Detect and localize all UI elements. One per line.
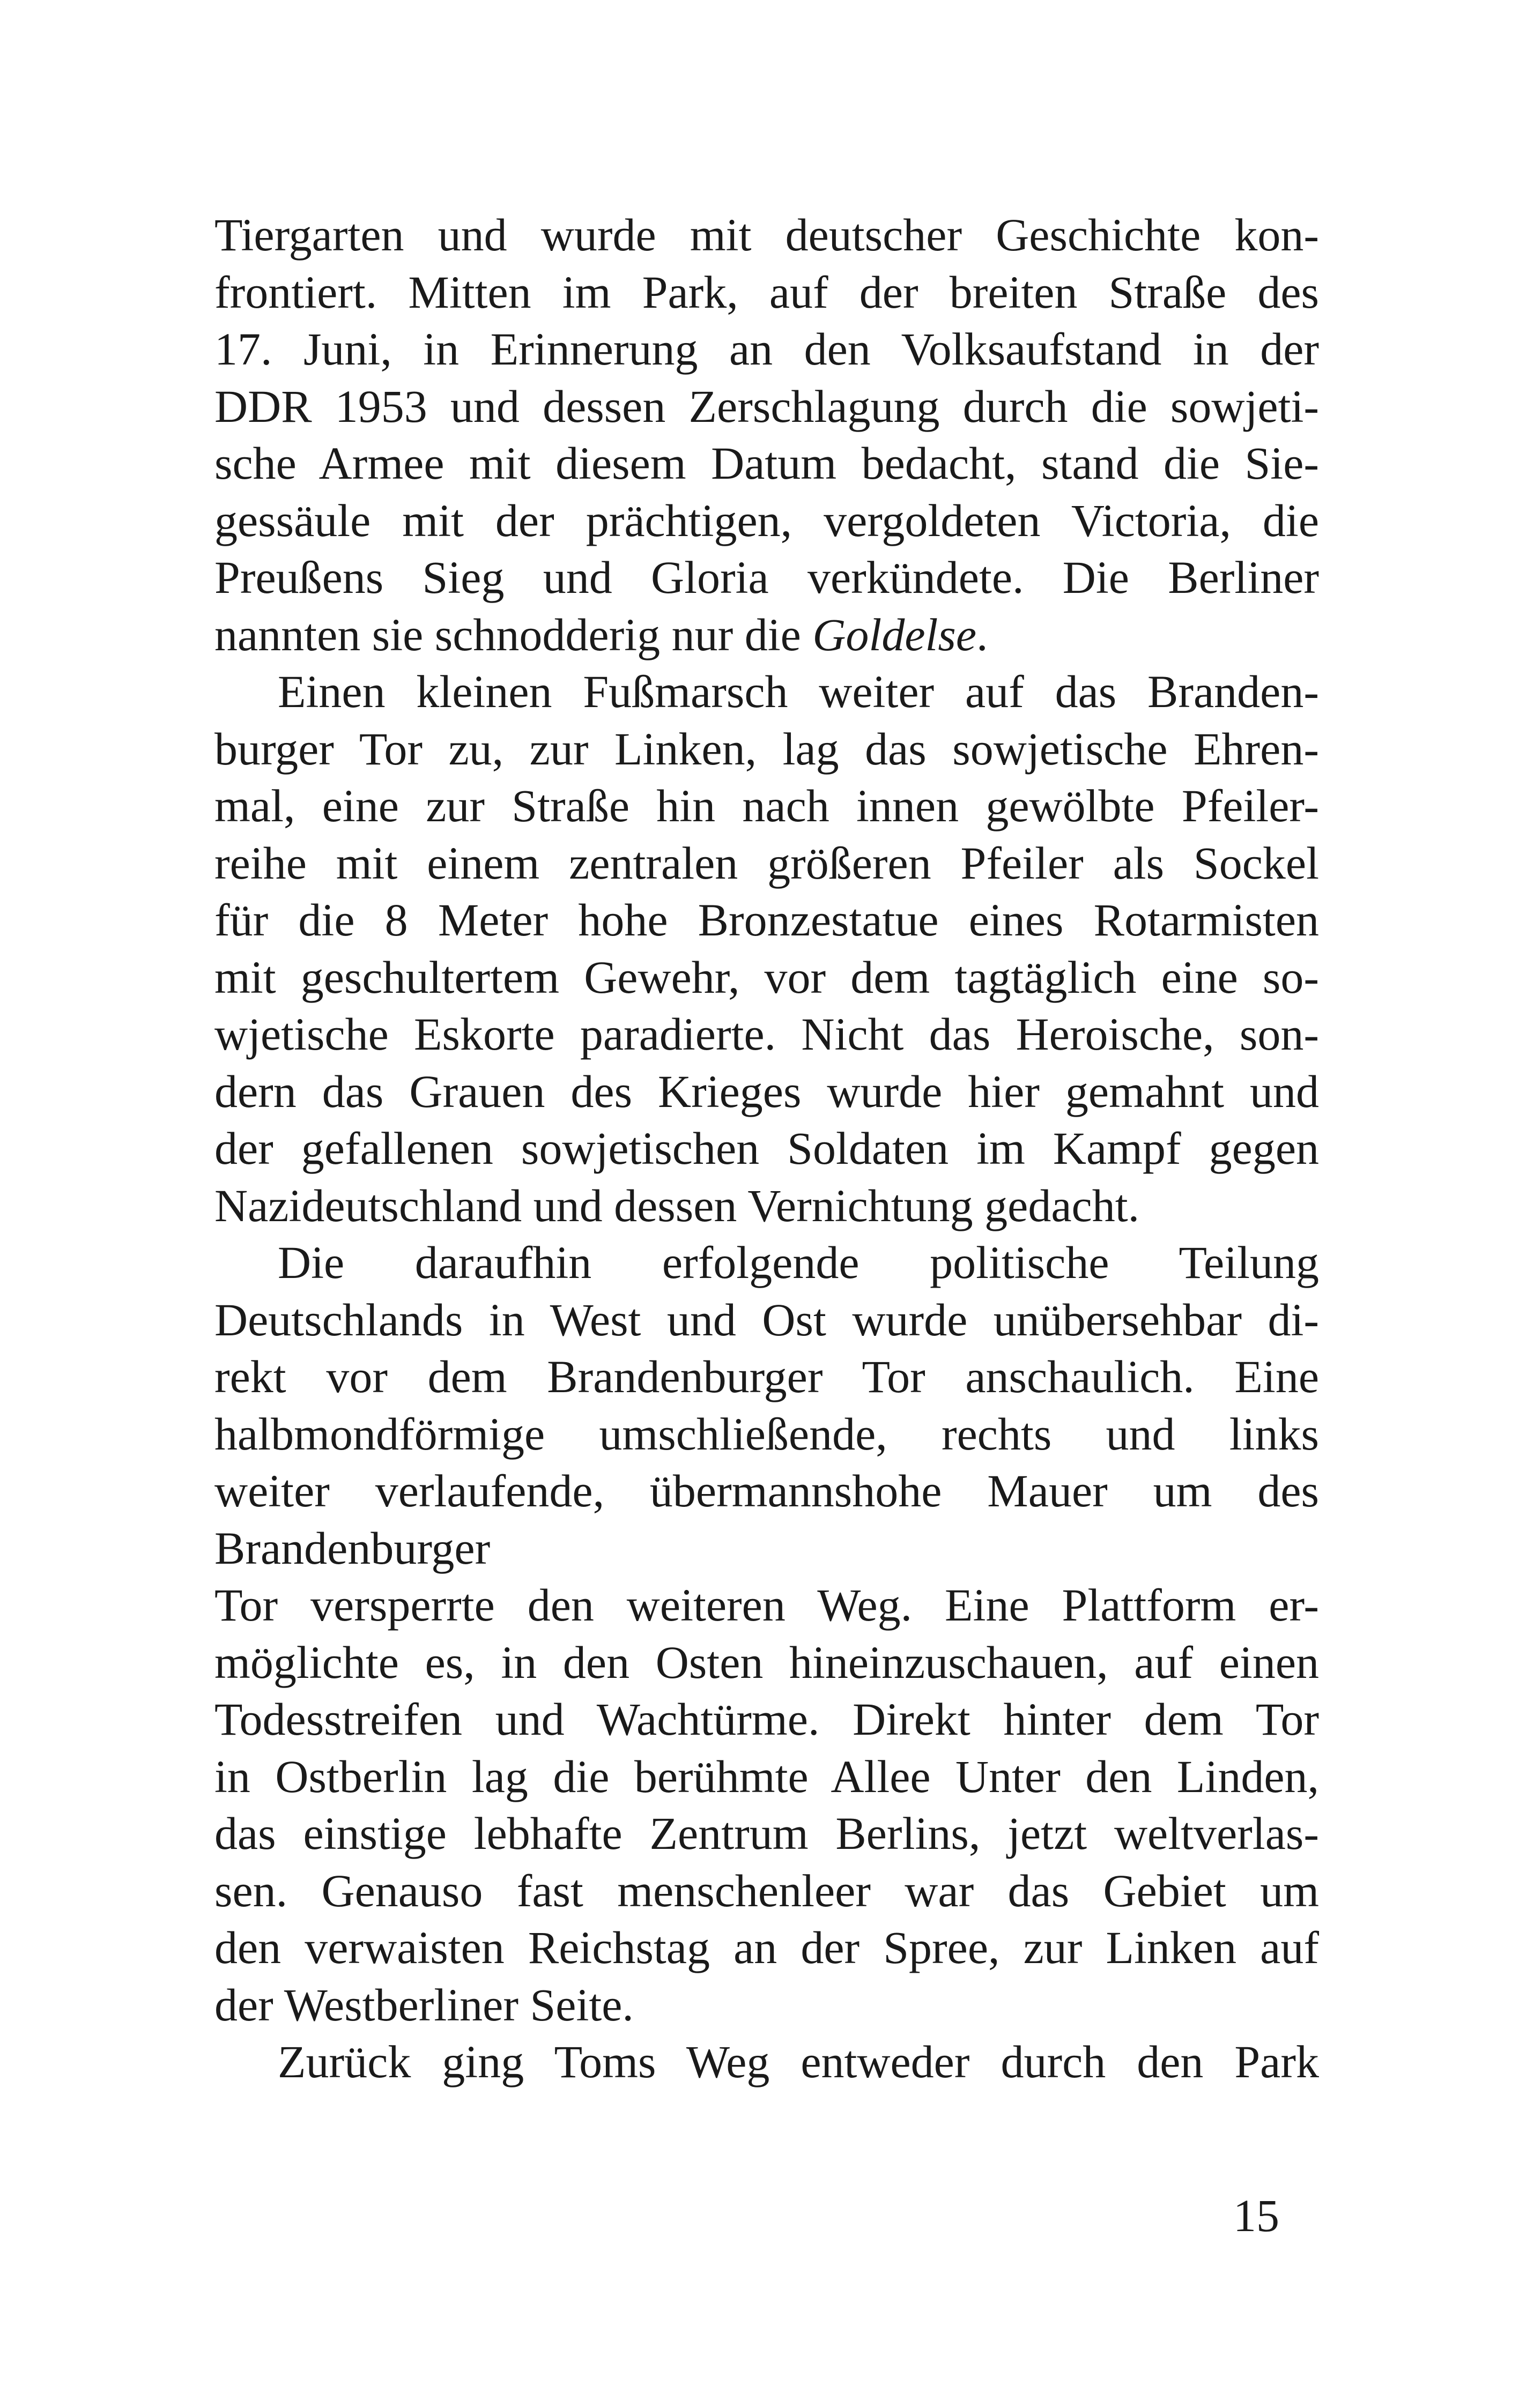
- text-line: Zurück ging Toms Weg entweder durch den Park: [278, 2036, 1319, 2087]
- text-line: das einstige lebhafte Zentrum Berlins, jetzt weltverlas-: [214, 1808, 1319, 1859]
- paragraph-2: [214, 663, 1319, 1234]
- text-line: weiter verlaufende, übermannshohe Mauer um des: [214, 1465, 1319, 1517]
- page-number: 15: [1233, 2190, 1279, 2241]
- text-line: möglichte es, in den Osten hineinzuschauen, auf einen: [214, 1636, 1319, 1688]
- paragraph-3: [214, 1234, 1319, 1577]
- text-line: den verwaisten Reichstag an der Spree, zur Linken auf: [214, 1922, 1319, 1973]
- paragraph-4: [214, 1577, 1319, 2033]
- text-line: in Ostberlin lag die berühmte Allee Unter den Linden,: [214, 1750, 1319, 1802]
- text-line: reihe mit einem zentralen größeren Pfeiler als Sockel: [214, 837, 1319, 889]
- text-run: .: [976, 608, 988, 660]
- text-line: sche Armee mit diesem Datum bedacht, stand die Sie-: [214, 437, 1319, 489]
- text-line: rekt vor dem Brandenburger Tor anschaulich. Eine: [214, 1351, 1319, 1402]
- text-line: Einen kleinen Fußmarsch weiter auf das Branden-: [278, 666, 1319, 717]
- text-line: gessäule mit der prächtigen, vergoldeten Victoria, die: [214, 494, 1319, 546]
- italic-term: Goldelse: [812, 608, 977, 660]
- text-line: Preußens Sieg und Gloria verkündete. Die Berliner: [214, 552, 1319, 603]
- text-run: nannten sie schnodderig nur die: [214, 608, 813, 660]
- text-line: wjetische Eskorte paradierte. Nicht das Heroische, son-: [214, 1008, 1319, 1060]
- text-line: Die daraufhin erfolgende politische Teilung: [278, 1237, 1319, 1288]
- text-line: Todesstreifen und Wachtürme. Direkt hinter dem Tor: [214, 1693, 1319, 1745]
- text-line: Tiergarten und wurde mit deutscher Geschichte kon-: [214, 209, 1319, 261]
- text-line: mit geschultertem Gewehr, vor dem tagtäglich eine so-: [214, 951, 1319, 1003]
- text-line: 17. Juni, in Erinnerung an den Volksaufstand in der: [214, 323, 1319, 375]
- text-line: Deutschlands in West und Ost wurde unübersehbar di-: [214, 1294, 1319, 1346]
- page-body: [214, 206, 1319, 2091]
- text-line: Nazideutschland und dessen Vernichtung gedacht.: [214, 1179, 1140, 1231]
- paragraph-1: [214, 206, 1319, 663]
- text-line: dern das Grauen des Krieges wurde hier gemahnt und: [214, 1065, 1319, 1117]
- text-line: burger Tor zu, zur Linken, lag das sowjetische Ehren-: [214, 723, 1319, 775]
- paragraph-5: [214, 2033, 1319, 2091]
- text-line: der gefallenen sowjetischen Soldaten im Kampf gegen: [214, 1123, 1319, 1174]
- text-line: für die 8 Meter hohe Bronzestatue eines Rotarmisten: [214, 894, 1319, 946]
- text-line: halbmondförmige umschließende, rechts und links: [214, 1408, 1319, 1460]
- text-line: Tor versperrte den weiteren Weg. Eine Plattform er-: [214, 1579, 1319, 1631]
- text-line: sen. Genauso fast menschenleer war das Gebiet um: [214, 1864, 1319, 1916]
- text-line: Brandenburger: [214, 1522, 491, 1574]
- text-line: mal, eine zur Straße hin nach innen gewölbte Pfeiler-: [214, 780, 1319, 831]
- text-line: frontiert. Mitten im Park, auf der breiten Straße des: [214, 266, 1319, 318]
- text-line: DDR 1953 und dessen Zerschlagung durch die sowjeti-: [214, 380, 1319, 432]
- text-line: [214, 606, 1319, 664]
- text-line: der Westberliner Seite.: [214, 1979, 634, 2031]
